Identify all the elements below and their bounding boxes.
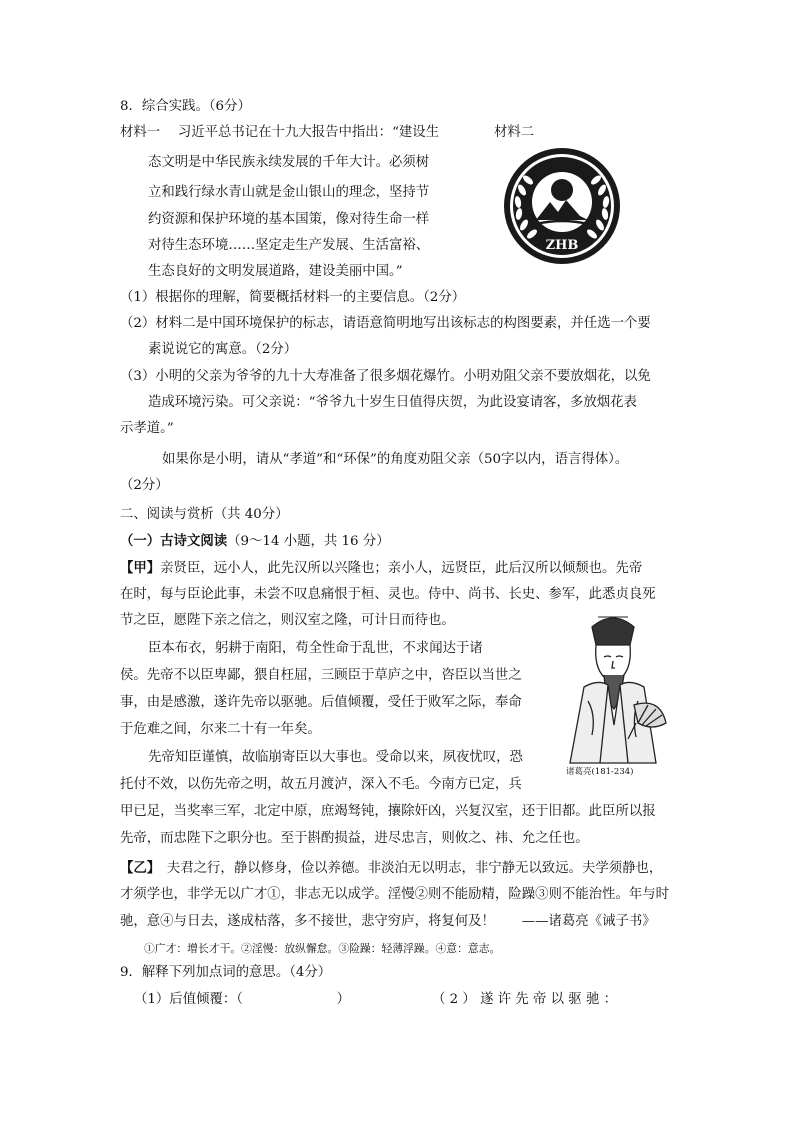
material2-label: 材料二 bbox=[494, 125, 535, 140]
q8-sub2-line1: （2）材料二是中国环境保护的标志，请语意简明地写出该标志的构图要素，并任选一个要 bbox=[120, 316, 651, 331]
yi-line: 才须学也，非学无以广才①，非志无以成学。淫慢②则不能励精，险躁③则不能治性。年与时 bbox=[120, 887, 670, 902]
environmental-protection-logo bbox=[500, 146, 624, 266]
yi-line: 驰，意④与日去，遂成枯落，多不接世，悲守穷庐，将复何及！ ——诸葛亮《诫子书》 bbox=[120, 914, 656, 929]
jia-line: 事，由是感激，遂许先帝以驱驰。后值倾覆，受任于败军之际，奉命 bbox=[120, 695, 522, 710]
jia-line: 臣本布衣，躬耕于南阳，苟全性命于乱世，不求闻达于诸 bbox=[148, 641, 483, 656]
jia-text: 亲贤臣，远小人，此先汉所以兴隆也；亲小人，远贤臣，此后汉所以倾颓也。先帝 bbox=[160, 561, 643, 576]
q8-title: 8．综合实践。（6分） bbox=[120, 99, 251, 114]
jia-line: 在时，每与臣论此事，未尝不叹息痛恨于桓、灵也。侍中、尚书、长史、参军，此悉贞良死 bbox=[120, 587, 656, 602]
subheading-bold: （一）古诗文阅读 bbox=[120, 533, 228, 549]
portrait-caption: 诸葛亮(181-234) bbox=[566, 767, 634, 777]
jia-label: 【甲】 bbox=[120, 560, 161, 576]
jia-line: 于危难之间，尔来二十有一年矣。 bbox=[120, 722, 321, 737]
material1-first-line: 材料一 习近平总书记在十九大报告中指出：“建设生 bbox=[120, 125, 440, 140]
yi-label: 【乙】 bbox=[120, 860, 161, 876]
jia-line: 先帝知臣谨慎，故临崩寄臣以大事也。受命以来，夙夜忧叹，恐 bbox=[148, 750, 523, 765]
jia-line: 侯。先帝不以臣卑鄙，猥自枉屈，三顾臣于草庐之中，咨臣以当世之 bbox=[120, 668, 522, 683]
yi-notes: ①广才：增长才干。②淫慢：放纵懈怠。③险躁：轻薄浮躁。④意：意志。 bbox=[144, 942, 501, 955]
q9-item2: （ 2 ） 遂 许 先 帝 以 驱 驰 ： bbox=[432, 992, 617, 1007]
subheading-rest: （9～14 小题，共 16 分） bbox=[227, 534, 390, 549]
jia-line: 托付不效，以伤先帝之明，故五月渡泸，深入不毛。今南方已定，兵 bbox=[120, 777, 522, 792]
material1-line: 约资源和保护环境的基本国策，像对待生命一样 bbox=[148, 212, 430, 227]
jia-line: 节之臣，愿陛下亲之信之，则汉室之隆，可计日而待也。 bbox=[120, 613, 455, 628]
q8-sub3-line1: （3）小明的父亲为爷爷的九十大寿准备了很多烟花爆竹。小明劝阻父亲不要放烟花，以免 bbox=[120, 369, 651, 384]
q8-sub3-line2: 造成环境污染。可父亲说：“爷爷九十岁生日值得庆贺，为此设宴请客，多放烟花表 bbox=[148, 395, 637, 410]
q8-sub3-line4: 如果你是小明，请从“孝道”和“环保”的角度劝阻父亲（50字以内，语言得体）。 bbox=[162, 452, 629, 467]
q8-sub1: （1）根据你的理解，简要概括材料一的主要信息。（2分） bbox=[120, 290, 466, 305]
jia-first-line bbox=[120, 559, 642, 578]
zhuge-liang-portrait bbox=[548, 605, 678, 765]
yi-text: 夫君之行，静以修身，俭以养德。非淡泊无以明志，非宁静无以致远。夫学须静也， bbox=[166, 861, 663, 876]
q9-item1: （1）后值倾覆：（ ） bbox=[134, 992, 351, 1007]
jia-line: 甲已足，当奖率三军，北定中原，庶竭驽钝，攘除奸凶，兴复汉室，还于旧都。此臣所以报 bbox=[120, 804, 656, 819]
q9-title: 9．解释下列加点词的意思。（4分） bbox=[120, 965, 332, 980]
section2-subheading bbox=[120, 532, 390, 551]
section2-heading: 二、阅读与赏析（共 40分） bbox=[120, 507, 289, 522]
logo-text: ZHB bbox=[545, 238, 579, 253]
material1-line: 态文明是中华民族永续发展的千年大计。必须树 bbox=[148, 155, 430, 170]
yi-first-line bbox=[120, 859, 662, 878]
material1-line: 立和践行绿水青山就是金山银山的理念，坚持节 bbox=[148, 185, 430, 200]
material1-line: 对待生态环境……坚定走生产发展、生活富裕、 bbox=[148, 238, 430, 253]
q8-sub2-line2: 素说说它的寓意。（2分） bbox=[148, 342, 298, 357]
jia-line: 先帝，而忠陛下之职分也。至于斟酌损益，进尽忠言，则攸之、祎、允之任也。 bbox=[120, 831, 589, 846]
material1-line: 生态良好的文明发展道路，建设美丽中国。” bbox=[148, 264, 403, 279]
sun-icon bbox=[551, 179, 573, 201]
q8-sub3-line5: （2分） bbox=[120, 478, 169, 493]
q8-sub3-line3: 示孝道。” bbox=[120, 421, 174, 436]
